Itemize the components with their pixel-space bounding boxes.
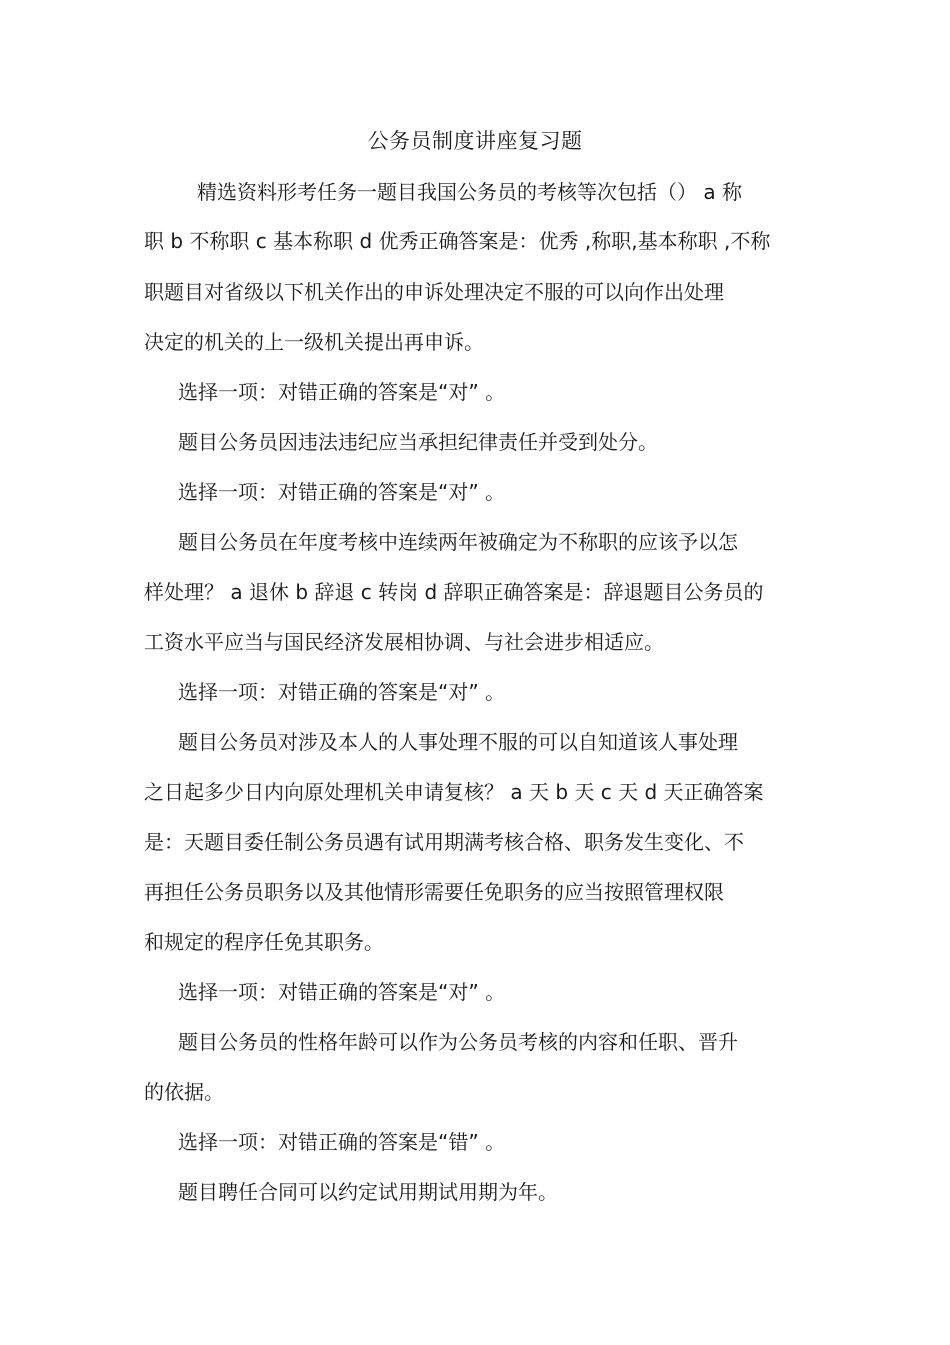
text-line: 是：天题目委任制公务员遇有试用期满考核合格、职务发生变化、不 xyxy=(144,830,744,854)
document-title: 公务员制度讲座复习题 xyxy=(367,129,583,153)
text-line: 样处理？ a 退休 b 辞退 c 转岗 d 辞职正确答案是：辞退题目公务员的 xyxy=(144,580,764,604)
text-line: 工资水平应当与国民经济发展相协调、与社会进步相适应。 xyxy=(144,630,664,654)
text-line: 选择一项：对错正确的答案是“对” 。 xyxy=(178,980,506,1004)
text-line: 选择一项：对错正确的答案是“对” 。 xyxy=(178,480,506,504)
text-line: 的依据。 xyxy=(144,1080,224,1104)
text-line: 选择一项：对错正确的答案是“对” 。 xyxy=(178,380,506,404)
text-line: 题目公务员的性格年龄可以作为公务员考核的内容和任职、晋升 xyxy=(178,1030,738,1054)
text-line: 再担任公务员职务以及其他情形需要任免职务的应当按照管理权限 xyxy=(144,880,724,904)
text-line: 题目公务员在年度考核中连续两年被确定为不称职的应该予以怎 xyxy=(178,530,738,554)
text-line: 精选资料形考任务一题目我国公务员的考核等次包括（） a 称 xyxy=(197,180,742,204)
text-line: 选择一项：对错正确的答案是“对” 。 xyxy=(178,680,506,704)
text-line: 题目公务员对涉及本人的人事处理不服的可以自知道该人事处理 xyxy=(178,730,738,754)
text-line: 选择一项：对错正确的答案是“错” 。 xyxy=(178,1130,506,1154)
text-line: 职 b 不称职 c 基本称职 d 优秀正确答案是：优秀 ,称职,基本称职 ,不称 xyxy=(144,229,771,253)
text-line: 决定的机关的上一级机关提出再申诉。 xyxy=(144,330,484,354)
text-line: 职题目对省级以下机关作出的申诉处理决定不服的可以向作出处理 xyxy=(144,280,724,304)
text-line: 题目公务员因违法违纪应当承担纪律责任并受到处分。 xyxy=(178,430,658,454)
text-line: 和规定的程序任免其职务。 xyxy=(144,930,384,954)
text-line: 题目聘任合同可以约定试用期试用期为年。 xyxy=(178,1180,558,1204)
text-line: 之日起多少日内向原处理机关申请复核？ a 天 b 天 c 天 d 天正确答案 xyxy=(144,780,764,804)
